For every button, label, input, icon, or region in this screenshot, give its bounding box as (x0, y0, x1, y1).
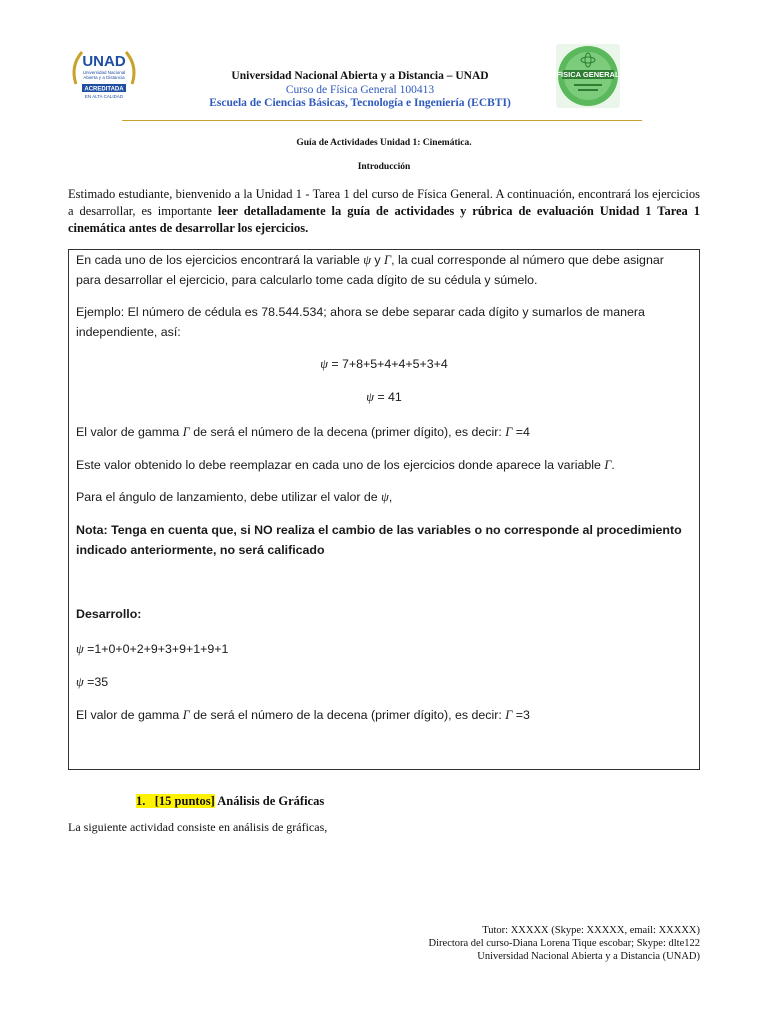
svg-text:ACREDITADA: ACREDITADA (84, 86, 124, 93)
school-name: Escuela de Ciencias Básicas, Tecnología e Ingeniería (ECBTI) (209, 97, 511, 109)
gamma-symbol: Γ (384, 253, 392, 267)
development-sum: ψ =1+0+0+2+9+3+9+1+9+1 (76, 642, 229, 656)
gamma-explanation: El valor de gamma Γ de será el número de la decena (primer dígito), es decir: Γ =4 (76, 425, 530, 439)
development-result: ψ =35 (76, 675, 109, 689)
footer-director: Directora del curso-Diana Lorena Tique escobar; Skype: dlte122 (428, 938, 700, 949)
intro-title: Introducción (357, 162, 411, 172)
header-divider (122, 120, 642, 121)
example-sum-equation: ψ = 7+8+5+4+4+5+3+4 (320, 357, 448, 371)
psi-symbol: ψ (363, 253, 371, 267)
course-name: Curso de Física General 100413 (285, 84, 435, 96)
guide-title: Guía de Actividades Unidad 1: Cinemática. (296, 138, 472, 148)
svg-text:Abierta y a Distancia: Abierta y a Distancia (83, 75, 125, 80)
development-gamma: El valor de gamma Γ de será el número de la decena (primer dígito), es decir: Γ =3 (76, 708, 530, 722)
university-name: Universidad Nacional Abierta y a Distancia – UNAD (231, 70, 489, 82)
unad-logo (66, 44, 142, 104)
svg-text:Universidad Nacional: Universidad Nacional (82, 70, 126, 75)
replace-instruction: Este valor obtenido lo debe reemplazar en cada uno de los ejercicios donde aparece la variable Γ. (76, 458, 615, 472)
angle-instruction: Para el ángulo de lanzamiento, debe utilizar el valor de ψ, (76, 490, 393, 504)
example-sum-result: ψ = 41 (366, 390, 402, 404)
svg-text:EN ALTA CALIDAD: EN ALTA CALIDAD (84, 94, 124, 99)
development-title: Desarrollo: (76, 607, 142, 621)
warning-note: Nota: Tenga en cuenta que, si NO realiza el cambio de las variables o no corresponde al procedimiento indicado anteriormente, no será calificado (76, 523, 682, 557)
section-1-text: La siguiente actividad consiste en análisis de gráficas, (68, 820, 328, 834)
section-1-heading: 1. [15 puntos] Análisis de Gráficas (136, 794, 325, 808)
footer-tutor: Tutor: XXXXX (Skype: XXXXX, email: XXXXX) (482, 925, 700, 936)
intro-paragraph: Estimado estudiante, bienvenido a la Unidad 1 - Tarea 1 del curso de Física General. A continuación, encontrará los ejercicios a desarrollar, es importante leer detalladamente la guía de actividades y rúbrica de evaluación Unidad 1 Tarea 1 cinemática antes de desarrollar los ejercicios. (68, 187, 700, 235)
fisica-general-logo-text: FÍSICA GENERAL (556, 70, 620, 79)
footer-university: Universidad Nacional Abierta y a Distancia (UNAD) (477, 951, 700, 962)
unad-logo-text: UNAD (82, 53, 126, 70)
example-text: Ejemplo: El número de cédula es 78.544.534; ahora se debe separar cada dígito y sumarlos de manera independiente, así: (76, 305, 645, 339)
variable-instruction: En cada uno de los ejercicios encontrará la variable ψ y Γ, la cual corresponde al número que debe asignar para desarrollar el ejercicio, para calcularlo tome cada dígito de su cédula y súmelo. (76, 253, 664, 287)
